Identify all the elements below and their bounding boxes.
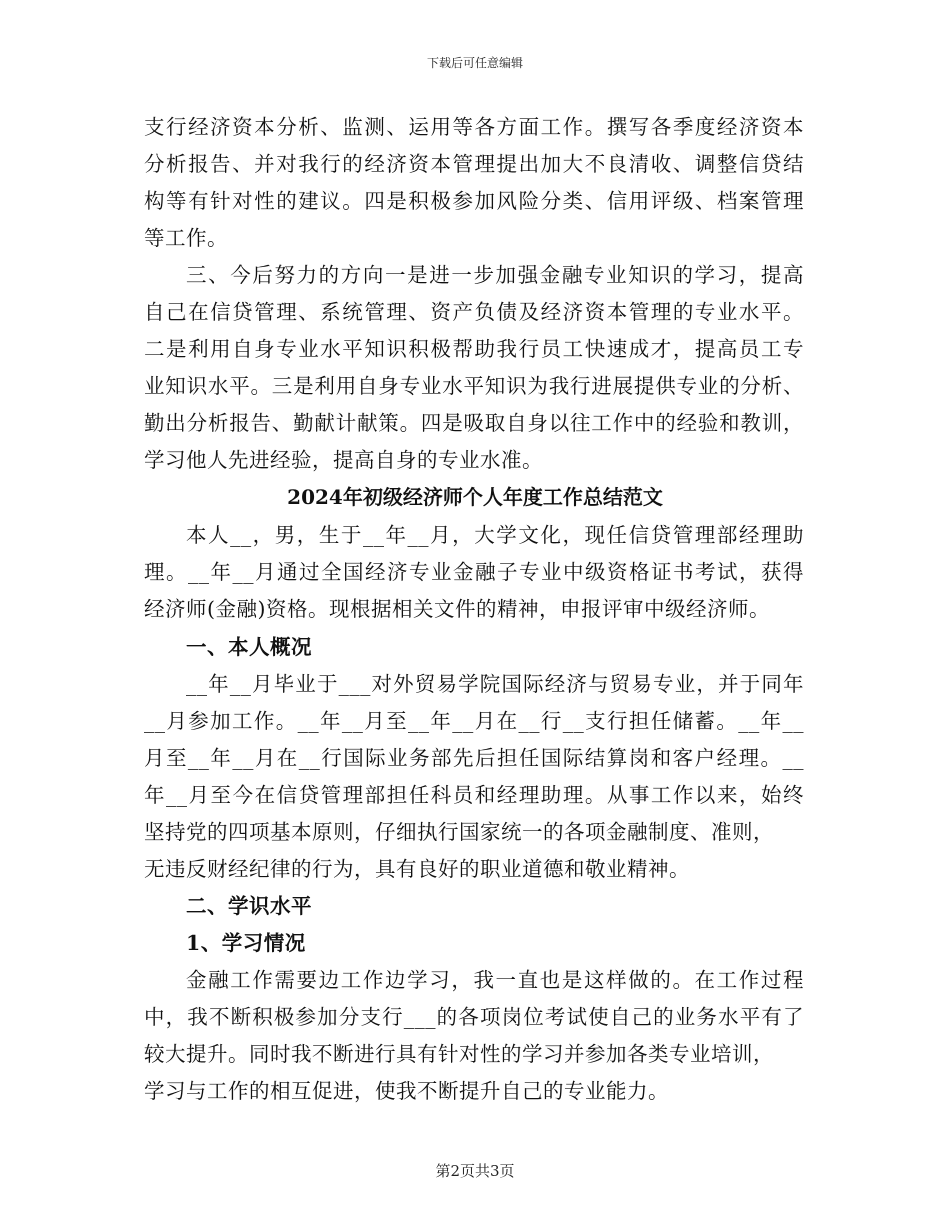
body-line: 中，我不断积极参加分支行___的各项岗位考试使自己的业务水平有了 bbox=[144, 1005, 804, 1029]
body-line: 月至__年__月在__行国际业务部先后担任国际结算岗和客户经理。__ bbox=[144, 746, 804, 770]
body-line: 无违反财经纪律的行为，具有良好的职业道德和敬业精神。 bbox=[144, 857, 690, 881]
page-footer: 第2页共3页 bbox=[435, 1162, 515, 1180]
body-line: 金融工作需要边工作边学习，我一直也是这样做的。在工作过程 bbox=[186, 968, 804, 992]
body-line: 业知识水平。三是利用自身专业水平知识为我行进展提供专业的分析、 bbox=[144, 374, 804, 398]
body-line: 支行经济资本分析、监测、运用等各方面工作。撰写各季度经济资本 bbox=[144, 115, 804, 139]
body-line: 经济师(金融)资格。现根据相关文件的精神，申报评审中级经济师。 bbox=[144, 597, 770, 621]
body-line: 二是利用自身专业水平知识积极帮助我行员工快速成才，提高员工专 bbox=[144, 337, 804, 361]
body-line: 较大提升。同时我不断进行具有针对性的学习并参加各类专业培训， bbox=[144, 1042, 774, 1066]
body-line: 本人__，男，生于__年__月，大学文化，现任信贷管理部经理助 bbox=[186, 523, 804, 547]
page-header: 下载后可任意编辑 bbox=[426, 56, 523, 70]
body-line: __年__月毕业于___对外贸易学院国际经济与贸易专业，并于同年 bbox=[186, 672, 804, 696]
body-line: 三、今后努力的方向一是进一步加强金融专业知识的学习，提高 bbox=[186, 263, 804, 287]
body-line: 坚持党的四项基本原则，仔细执行国家统一的各项金融制度、准则， bbox=[144, 820, 774, 844]
body-line: 理。__年__月通过全国经济专业金融子专业中级资格证书考试，获得 bbox=[144, 560, 804, 584]
body-line: __月参加工作。__年__月至__年__月在__行__支行担任储蓄。__年__ bbox=[144, 709, 804, 733]
body-line: 构等有针对性的建议。四是积极参加风险分类、信用评级、档案管理 bbox=[144, 189, 804, 213]
subsection-heading: 1、学习情况 bbox=[186, 931, 306, 955]
body-line: 勤出分析报告、勤献计献策。四是吸取自身以往工作中的经验和教训， bbox=[144, 411, 804, 435]
body-line: 年__月至今在信贷管理部担任科员和经理助理。从事工作以来，始终 bbox=[144, 783, 804, 807]
section-heading: 二、学识水平 bbox=[186, 894, 312, 918]
body-line: 学习他人先进经验，提高自身的专业水准。 bbox=[144, 448, 543, 472]
body-line: 自己在信贷管理、系统管理、资产负债及经济资本管理的专业水平。 bbox=[144, 300, 804, 324]
body-line: 分析报告、并对我行的经济资本管理提出加大不良清收、调整信贷结 bbox=[144, 152, 804, 176]
body-line: 学习与工作的相互促进，使我不断提升自己的专业能力。 bbox=[144, 1079, 669, 1103]
section-heading: 一、本人概况 bbox=[186, 635, 312, 659]
document-title: 2024年初级经济师个人年度工作总结范文 bbox=[287, 485, 663, 509]
body-line: 等工作。 bbox=[144, 226, 228, 250]
